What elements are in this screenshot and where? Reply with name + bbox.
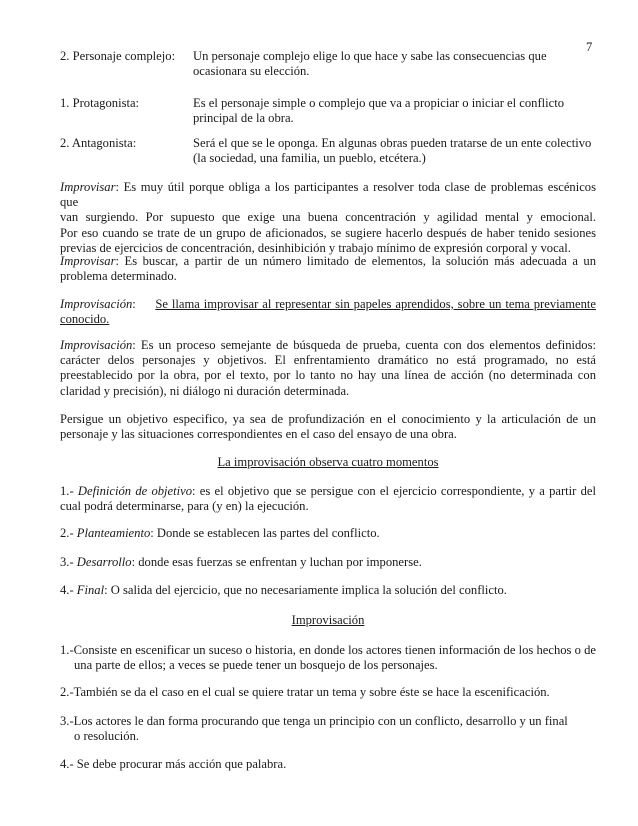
- paragraph-line: Por eso cuando se trate de un grupo de aficionados, se sugiere hacerlo después de haber tenido sesiones: [60, 225, 596, 240]
- heading-momentos: La improvisación observa cuatro momentos: [217, 455, 439, 469]
- term-desarrollo: Desarrollo: [76, 555, 132, 569]
- momento-3: 3.- Desarrollo: donde esas fuerzas se enfrentan y luchan por imponerse.: [60, 555, 422, 569]
- paragraph-improvisar-2: [60, 254, 596, 284]
- paragraph-line: 4.- Se debe procurar más acción que palabra.: [60, 757, 287, 771]
- role-text-line: Es el personaje simple o complejo que va a propiciar o iniciar el conflicto: [193, 96, 565, 110]
- term-improvisacion: Improvisación: [60, 338, 133, 352]
- paragraph-line: Improvisar: Es muy útil porque obliga a los participantes a resolver toda clase de problemas escénicos que: [60, 180, 596, 210]
- paragraph-line: 3.-Los actores le dan forma procurando que tenga un principio con un conflicto, desarrollo y un final: [60, 714, 568, 728]
- list-item-4: [60, 757, 596, 772]
- paragraph-line: previas de ejercicios de concentración, desinhibición y trabajo mínimo de expresión corporal y vocal.: [60, 240, 571, 255]
- paragraph-line: van surgiendo. Por supuesto que exige una buena concentración y agilidad mental y emocional.: [60, 210, 596, 225]
- paragraph-line: Persigue un objetivo especifico, ya sea de profundización en el conocimiento y la articulación de un: [60, 412, 596, 426]
- term-improvisar: Improvisar: [60, 254, 116, 268]
- paragraph-line: 2.-También se da el caso en el cual se quiere tratar un tema y sobre éste se hace la escenificación.: [60, 685, 550, 699]
- paragraph-line: preestablecido por la obra, por el texto, por lo tanto no hay una línea de acción (no determinada con: [60, 368, 596, 383]
- term-definicion-objetivo: Definición de objetivo: [77, 484, 193, 498]
- underlined-definition: Se llama improvisar al representar sin papeles aprendidos, sobre un tema previamente: [155, 297, 596, 311]
- paragraph-improvisar-1: [60, 180, 596, 256]
- term-improvisar: Improvisar: [60, 180, 116, 194]
- role-text-personaje-complejo: [193, 49, 593, 79]
- paragraph-line: 1.- Definición de objetivo: es el objetivo que se persigue con el ejercicio correspondiente, y a partir del: [60, 484, 596, 498]
- paragraph-line: claridad y precisión), ni diálogo ni duración determinada.: [60, 383, 350, 398]
- term-improvisacion: Improvisación: [60, 297, 133, 311]
- paragraph-improvisacion-definicion: [60, 297, 596, 327]
- momento-4: 4.- Final: O salida del ejercicio, que no necesariamente implica la solución del conflicto.: [60, 583, 507, 597]
- list-item-1: [60, 643, 596, 673]
- page-number: 7: [586, 40, 593, 54]
- paragraph-line: Improvisación: Se llama improvisar al representar sin papeles aprendidos, sobre un tema previamente: [60, 297, 596, 311]
- paragraph-line: una parte de ellos; a veces se puede tener un bosquejo de los personajes.: [74, 658, 438, 673]
- paragraph-line: Improvisación: Es un proceso semejante de búsqueda de prueba, cuenta con dos elementos definidos:: [60, 338, 596, 352]
- paragraph-line: personaje y las situaciones correspondientes en el caso del ensayo de una obra.: [60, 427, 457, 442]
- role-text-protagonista: [193, 96, 593, 126]
- role-text-line: principal de la obra.: [193, 111, 294, 126]
- role-label-antagonista: 2. Antagonista:: [60, 136, 137, 150]
- momento-2: 2.- Planteamiento: Donde se establecen las partes del conflicto.: [60, 526, 380, 540]
- paragraph-persigue: [60, 412, 596, 442]
- list-item-3: [60, 714, 596, 744]
- role-text-line: Un personaje complejo elige lo que hace y sabe las consecuencias que: [193, 49, 547, 63]
- term-planteamiento: Planteamiento: [76, 526, 151, 540]
- role-label-protagonista: 1. Protagonista:: [60, 96, 140, 110]
- paragraph-improvisacion-proceso: [60, 338, 596, 399]
- role-label-personaje-complejo: 2. Personaje complejo:: [60, 49, 176, 63]
- role-text-line: ocasionara su elección.: [193, 64, 310, 79]
- role-text-line: (la sociedad, una familia, un pueblo, etcétera.): [193, 151, 426, 166]
- term-final: Final: [76, 583, 105, 597]
- paragraph-line: conocido.: [60, 312, 110, 327]
- role-text-antagonista: [193, 136, 593, 166]
- role-text-line: Será el que se le oponga. En algunas obras pueden tratarse de un ente colectivo: [193, 136, 592, 150]
- paragraph-line: o resolución.: [74, 729, 140, 744]
- momento-1: [60, 484, 596, 514]
- paragraph-line: cual podrá determinarse, para (y en) la ejecución.: [60, 499, 309, 514]
- list-item-2: [60, 685, 596, 700]
- paragraph-line: carácter delos personajes y objetivos. El enfrentamiento dramático no está programado, no está: [60, 353, 596, 368]
- paragraph-line: Improvisar: Es buscar, a partir de un número limitado de elementos, la solución más adecuada a un: [60, 254, 596, 268]
- paragraph-line: 1.-Consiste en escenificar un suceso o historia, en donde los actores tienen información de los hechos o de: [60, 643, 596, 657]
- paragraph-line: problema determinado.: [60, 269, 177, 284]
- heading-improvisacion: Improvisación: [291, 613, 365, 627]
